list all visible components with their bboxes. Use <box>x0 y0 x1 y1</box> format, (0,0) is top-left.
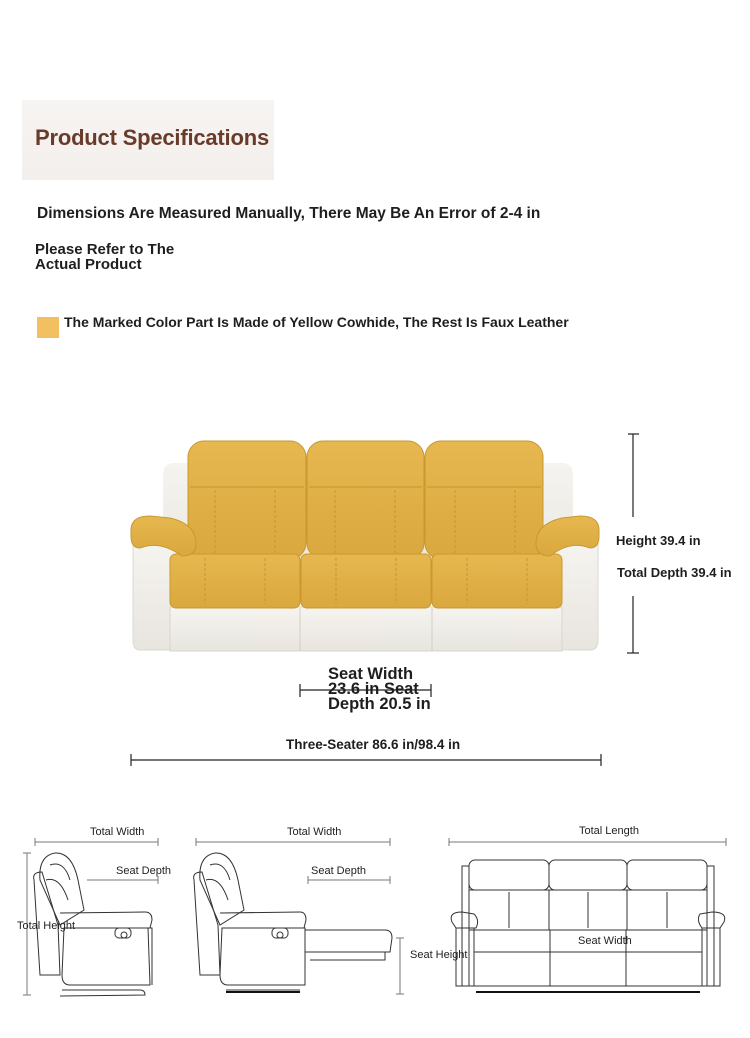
seat-width-line-2: 23.6 in Seat <box>328 680 419 698</box>
page-title: Product Specifications <box>35 125 269 150</box>
sofa-total-length-label: Total Length <box>579 825 639 837</box>
seat-width-line-3: Depth 20.5 in <box>328 695 431 713</box>
seat-width-line-1: Seat Width <box>328 665 414 683</box>
dimension-note: Dimensions Are Measured Manually, There May Be An Error of 2-4 in <box>37 205 541 222</box>
total-depth-label: Total Depth 39.4 in <box>617 565 732 580</box>
seat-width-label <box>328 667 448 712</box>
height-label: Height 39.4 in <box>616 533 701 548</box>
reclined-seat-height-label: Seat Height <box>410 949 468 961</box>
sofa-seat-width-label: Seat Width <box>578 935 632 947</box>
sofa-photo <box>131 441 599 651</box>
reclined-total-width-label: Total Width <box>287 826 342 838</box>
material-note: The Marked Color Part Is Made of Yellow Cowhide, The Rest Is Faux Leather <box>64 314 569 330</box>
recliner-diagram <box>23 838 158 996</box>
refer-note-line-2: Actual Product <box>35 256 142 273</box>
reclined-diagram <box>194 838 404 994</box>
refer-note-line-1: Please Refer to The <box>35 241 175 258</box>
reclined-seat-depth-label: Seat Depth <box>311 865 367 877</box>
sofa-diagram <box>449 838 726 992</box>
recliner-total-height-label: Total Height <box>17 920 76 932</box>
recliner-seat-depth-label: Seat Depth <box>116 865 172 877</box>
overall-width-label: Three-Seater 86.6 in/98.4 in <box>286 737 461 752</box>
recliner-total-width-label: Total Width <box>90 826 145 838</box>
overall-width-dimension-line <box>131 754 601 766</box>
